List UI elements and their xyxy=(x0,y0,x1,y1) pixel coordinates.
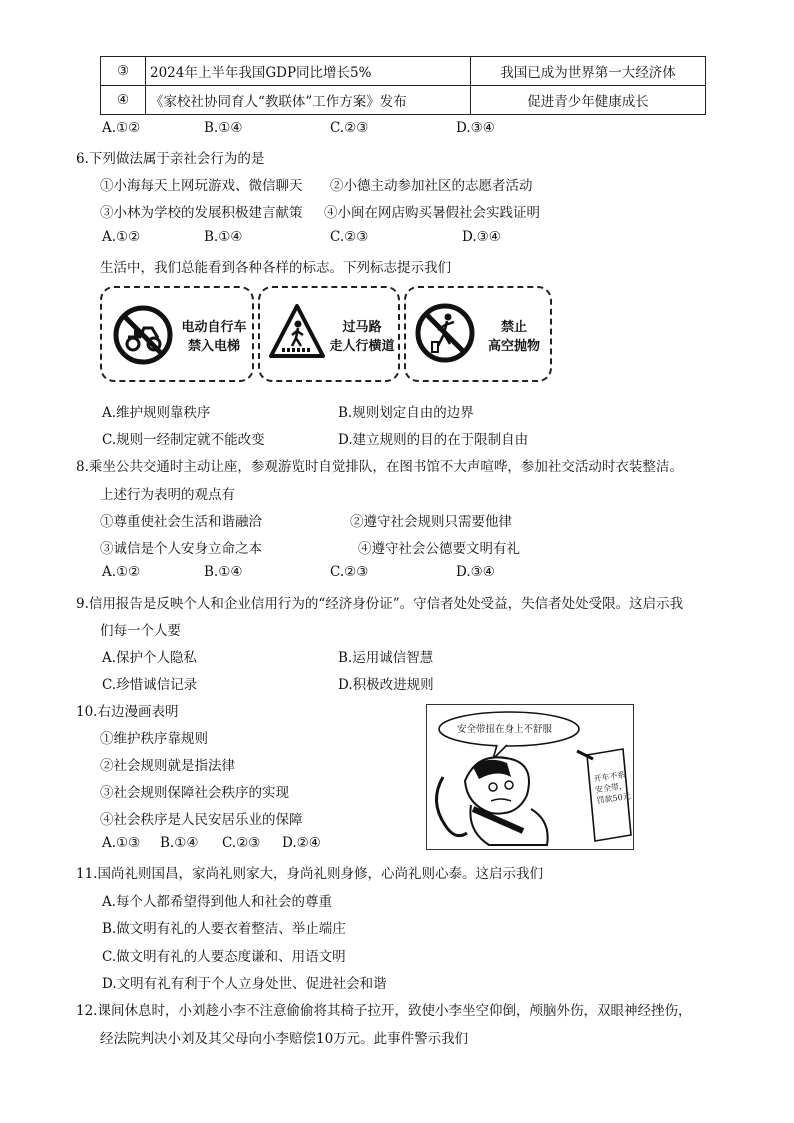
q9-option-c: C.珍惜诚信记录 xyxy=(102,677,198,693)
q10-item-2: ②社会规则就是指法律 xyxy=(100,758,235,774)
sign-ebike-line1: 电动自行车 xyxy=(181,320,247,335)
q11-option-b: B.做文明有礼的人要衣着整洁、举止端庄 xyxy=(102,921,346,937)
cartoon-bubble-text: 安全带扭在身上不舒服 xyxy=(457,724,553,735)
q10-option-b: B.①④ xyxy=(160,835,199,851)
table-row xyxy=(101,57,706,86)
q6-item-2: ②小德主动参加社区的志愿者活动 xyxy=(330,178,533,194)
crosswalk-icon xyxy=(268,302,326,362)
q6-item-1: ①小海每天上网玩游戏、微信聊天 xyxy=(100,178,303,194)
event-cell: 2024年上半年我国GDP同比增长5% xyxy=(146,57,471,86)
q10-option-c: C.②③ xyxy=(222,835,261,851)
q10-item-3: ③社会规则保障社会秩序的实现 xyxy=(100,785,289,801)
q11-stem: 11.国尚礼则国昌，家尚礼则家大，身尚礼则身修，心尚礼则心泰。这启示我们 xyxy=(76,866,543,882)
sign-no-throwing xyxy=(404,286,552,382)
q9-stem-2: 们每一个人要 xyxy=(100,623,181,639)
q5-option-c: C.②③ xyxy=(330,120,369,136)
row-number: ④ xyxy=(101,86,146,115)
q10-item-4: ④社会秩序是人民安居乐业的保障 xyxy=(100,812,303,828)
q8-item-1: ①尊重使社会生活和谐融洽 xyxy=(100,514,262,530)
q5-option-d: D.③④ xyxy=(456,120,495,136)
table-row xyxy=(101,86,706,115)
q7-stem: 生活中，我们总能看到各种各样的标志。下列标志提示我们 xyxy=(100,260,451,276)
q7-option-c: C.规则一经制定就不能改变 xyxy=(102,432,265,448)
q6-item-3: ③小林为学校的发展积极建言献策 xyxy=(100,205,303,221)
q8-option-a: A.①② xyxy=(102,564,141,580)
sign-ebike xyxy=(100,286,254,382)
q8-stem: 8.乘坐公共交通时主动让座，参观游览时自觉排队，在图书馆不大声喧哗，参加社交活动时衣装整洁。 xyxy=(76,459,683,475)
q7-option-b: B.规则划定自由的边界 xyxy=(338,405,474,421)
row-number: ③ xyxy=(101,57,146,86)
q9-option-b: B.运用诚信智慧 xyxy=(338,650,434,666)
q8-option-b: B.①④ xyxy=(204,564,243,580)
sign-crosswalk xyxy=(258,286,400,382)
sign-strip xyxy=(100,286,552,384)
meaning-cell: 我国已成为世界第一大经济体 xyxy=(471,57,706,86)
q5-option-b: B.①④ xyxy=(204,120,243,136)
q7-option-d: D.建立规则的目的在于限制自由 xyxy=(338,432,529,448)
q12-stem-2: 经法院判决小刘及其父母向小李赔偿10万元。此事件警示我们 xyxy=(100,1031,469,1047)
sign-no-throwing-line2: 高空抛物 xyxy=(487,339,540,354)
sign-ebike-line2: 禁入电梯 xyxy=(187,339,240,354)
no-ebike-icon xyxy=(112,304,174,366)
q5-option-a: A.①② xyxy=(102,120,141,136)
q8-item-4: ④遵守社会公德要文明有礼 xyxy=(358,541,520,557)
q12-stem: 12.课间休息时，小刘趁小李不注意偷偷将其椅子拉开，致使小李坐空仰倒，颅脑外伤，双眼神经挫伤， xyxy=(76,1003,692,1019)
q11-option-a: A.每个人都希望得到他人和社会的尊重 xyxy=(102,894,333,910)
q6-option-c: C.②③ xyxy=(330,229,369,245)
event-table xyxy=(100,56,706,115)
q10-option-d: D.②④ xyxy=(282,835,321,851)
meaning-cell: 促进青少年健康成长 xyxy=(471,86,706,115)
no-throwing-icon xyxy=(414,302,476,364)
q10-cartoon xyxy=(426,704,634,850)
q6-stem: 6.下列做法属于亲社会行为的是 xyxy=(76,151,265,167)
q10-option-a: A.①③ xyxy=(102,835,141,851)
q6-item-4: ④小闽在网店购买暑假社会实践证明 xyxy=(324,205,540,221)
q10-item-1: ①维护秩序靠规则 xyxy=(100,731,208,747)
cartoon-notice-line1: 开车不系安全 xyxy=(593,770,626,795)
q11-option-c: C.做文明有礼的人要态度谦和、用语文明 xyxy=(102,949,346,965)
sign-no-throwing-line1: 禁止 xyxy=(500,320,527,335)
cartoon-fine-notice xyxy=(593,769,633,807)
q11-option-d: D.文明有礼有利于个人立身处世、促进社会和谐 xyxy=(102,976,387,992)
sign-crosswalk-line1: 过马路 xyxy=(342,320,382,335)
q9-stem: 9.信用报告是反映个人和企业信用行为的“经济身份证”。守信者处处受益，失信者处处受限。这启示我 xyxy=(76,596,684,612)
cartoon-notice-line2: 带，罚款50元 xyxy=(596,781,632,806)
sign-crosswalk-line2: 走人行横道 xyxy=(329,339,395,354)
q10-stem: 10.右边漫画表明 xyxy=(76,704,179,720)
q8-stem-2: 上述行为表明的观点有 xyxy=(100,487,235,503)
q6-option-b: B.①④ xyxy=(204,229,243,245)
q8-option-d: D.③④ xyxy=(456,564,495,580)
q7-option-a: A.维护规则靠秩序 xyxy=(102,405,211,421)
q6-option-d: D.③④ xyxy=(462,229,501,245)
q8-item-2: ②遵守社会规则只需要他律 xyxy=(350,514,512,530)
q9-option-a: A.保护个人隐私 xyxy=(102,650,198,666)
q8-option-c: C.②③ xyxy=(330,564,369,580)
q9-option-d: D.积极改进规则 xyxy=(338,677,434,693)
q6-option-a: A.①② xyxy=(102,229,141,245)
q8-item-3: ③诚信是个人安身立命之本 xyxy=(100,541,262,557)
event-cell: 《家校社协同育人“教联体”工作方案》发布 xyxy=(146,86,471,115)
